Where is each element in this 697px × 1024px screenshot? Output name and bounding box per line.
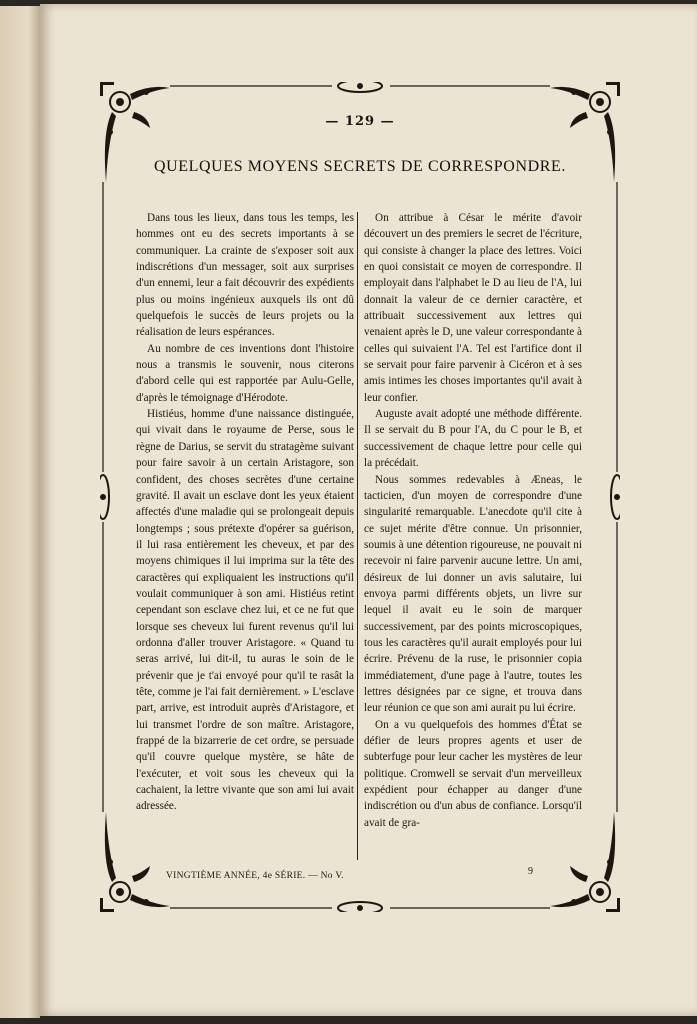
right-column: [364, 210, 582, 831]
signature-mark: 9: [528, 866, 533, 877]
article-title: QUELQUES MOYENS SECRETS DE CORRESPONDRE.: [153, 158, 567, 175]
paragraph: Au nombre de ces inventions dont l'histoire nous a transmis le souvenir, nous citerons d'abord celle qui est rapportée par Aulu-Gelle, d'après le témoignage d'Hérodote.: [136, 342, 354, 404]
paragraph: On a vu quelquefois des hommes d'État se défier de leurs propres agents et user de subterfuge pour leur cacher les mystères de leur politique. Cromwell se servait d'un merveilleux expédient pour échapper au danger d'une indiscrétion ou d'un abus de confiance. Lorsqu'il avait de gra-: [364, 718, 582, 829]
paragraph: Histiéus, homme d'une naissance distinguée, qui vivait dans le royaume de Perse, sous le règne de Darius, se servit du stratagème suivant pour faire savoir à un certain Aristagore, son confident, des choses secrètes d'une certaine gravité. Il avait un esclave dont les yeux étaient affectés d'une maladie qui se prolongeait depuis longtemps ; sous prétexte d'opérer sa guérison, il lui rasa entièrement les cheveux, et par des moyens chimiques il lui imprima sur la tête des caractères qui expliquaient les instructions qu'il voulait communiquer à son ami. Histiéus retint cependant son esclave chez lui, et ce ne fut que lorsque ses cheveux lui furent revenus qu'il lui ordonna d'aller trouver Aristagore. « Quand tu seras arrivé, lui dit-il, tu auras le soin de le prévenir que je t'ai envoyé pour qu'il te rasât la tête, comme je l'ai fait dernièrement. » L'esclave part, arrive, est introduit auprès d'Aristagore, et lui transmet l'ordre de son maître. Aristagore, frappé de la bizarrerie de cet ordre, se persuade qu'il couvre quelque mystère, se hâte de l'exécuter, et voit sous les cheveux qui la cachaient, la lettre vivante que son ami lui avait adressée.: [136, 408, 354, 813]
page-number: — 129 —: [325, 114, 395, 129]
column-divider: [357, 212, 358, 860]
paragraph: On attribue à César le mérite d'avoir découvert un des premiers le secret de l'écriture, qui consiste à changer la place des lettres. Voici en quoi consistait ce moyen de correspondre. Il employait dans l'alphabet le D au lieu de l'A, lui donnait la valeur de ce dernier caractère, et attribuait successivement aux lettres qui venaient après le D, une valeur correspondante à celles qui suivaient l'A. Tel est l'artifice dont il se servait pour faire parvenir à Cicéron et à ses amis intimes les choses importantes qu'il avait à leur confier.: [364, 212, 582, 404]
left-column: [136, 210, 354, 815]
issue-footer: VINGTIÈME ANNÉE, 4e SÉRIE. — No V.: [166, 871, 344, 881]
paragraph: Auguste avait adopté une méthode différente. Il se servait du B pour l'A, du C pour le B, et successivement de chaque lettre pour celle qui la précédait.: [364, 408, 582, 470]
paragraph: Dans tous les lieux, dans tous les temps, les hommes ont eu des secrets importants à se communiquer. La crainte de s'exposer soit aux indiscrétions d'un messager, soit aux surprises d'un ennemi, leur a fait découvrir des expédients plus ou moins ingénieux auxquels ils ont dû quelquefois le succès de leurs projets ou la réalisation de leurs espérances.: [136, 212, 354, 339]
paragraph: Nous sommes redevables à Æneas, le tacticien, d'un moyen de correspondre d'une singularité remarquable. L'anecdote qu'il cite à ce sujet mérite d'être connue. Un prisonnier, soumis à une détention rigoureuse, ne pouvait ni recevoir ni faire parvenir aucune lettre. Un ami, désireux de lui donner un avis salutaire, lui envoya parmi différents objets, un livre sur lequel il avait eu le soin de marquer successivement, par des points microscopiques, tous les caractères qu'il aurait employés pour lui écrire. Prévenu de la ruse, le prisonnier copia immédiatement, d'une page à l'autre, toutes les lettres désignées par ce signe, et trouva dans leur réunion ce que son ami aurait pu lui écrire.: [364, 473, 582, 715]
previous-page-edge: [0, 6, 40, 1018]
